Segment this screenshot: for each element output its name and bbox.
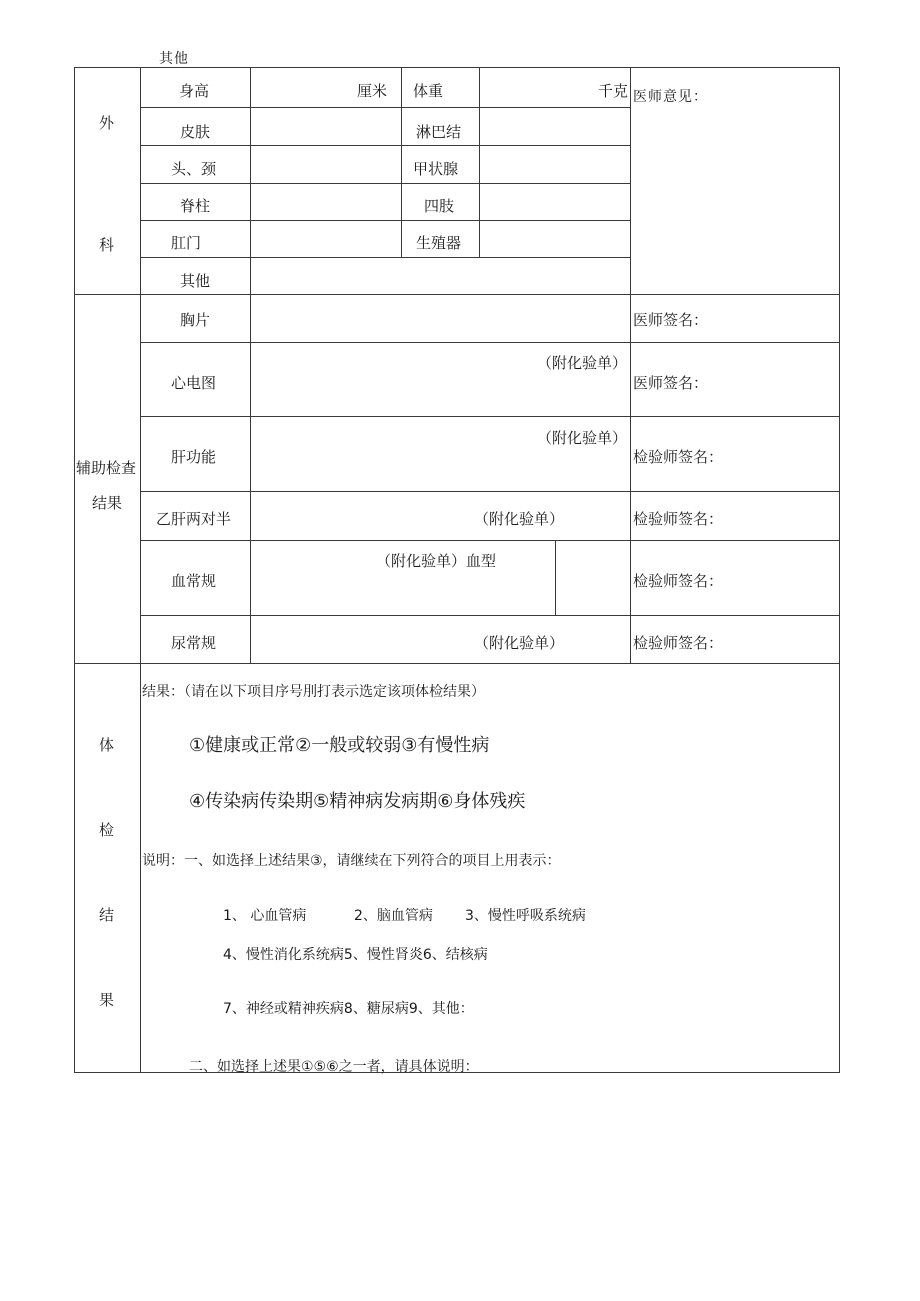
doctor-opinion-label: 医师意见： [633,89,708,105]
result-label-char-3: 结 [99,906,115,924]
weight-label: 体重 [413,82,444,100]
liver-note: （附化验单） [537,429,628,447]
top-note: 其他 [159,51,189,67]
ecg-sign: 医师签名： [633,374,709,392]
skin-label: 皮肤 [180,123,211,141]
surgery-label-bottom: 科 [99,236,115,254]
hepb-note: （附化验单） [474,510,565,528]
disease-row-3: 7、神经或精神疾病8、糖尿病9、其他： [223,1001,474,1017]
height-unit: 厘米 [357,82,388,100]
other-label: 其他 [180,272,211,290]
disease-item-3: 3、慢性呼吸系统病 [465,908,586,924]
disease-item-1: 1、 心血管病 [223,908,307,924]
lymph-label: 淋巴结 [416,123,462,141]
height-label: 身高 [179,82,210,100]
result-explain-1: 说明：一、如选择上述结果③，请继续在下列符合的项目上用表示： [142,853,561,869]
urine-label: 尿常规 [171,634,217,652]
blood-note: （附化验单）血型 [376,552,497,570]
result-label-char-4: 果 [99,991,115,1009]
liver-label: 肝功能 [171,448,217,466]
hepb-sign: 检验师签名： [633,510,724,528]
disease-item-2: 2、脑血管病 [354,908,433,924]
weight-unit: 千克 [598,82,629,100]
chest-xray-sign: 医师签名： [633,311,709,329]
ecg-label: 心电图 [171,374,217,392]
urine-sign: 检验师签名： [633,634,724,652]
result-options-line1: ①健康或正常②一般或较弱③有慢性病 [189,735,490,756]
result-explain-2: 二、如选择上述果①⑤⑥之一者，请具体说明： [189,1059,479,1075]
auxiliary-label-line2: 结果 [92,494,123,512]
limbs-label: 四肢 [424,197,455,215]
urine-note: （附化验单） [474,634,565,652]
auxiliary-label-line1: 辅助检查 [76,459,137,477]
result-intro: 结果：（请在以下项目序号刖打表示选定该项体检结果） [142,684,485,700]
result-label-char-2: 检 [99,821,115,839]
surgery-label-top: 外 [99,114,115,132]
result-label-char-1: 体 [99,736,115,754]
ecg-note: （附化验单） [537,354,628,372]
head-neck-label: 头、颈 [171,160,217,178]
disease-row-2: 4、慢性消化系统病5、慢性肾炎6、结核病 [223,947,488,963]
genitals-label: 生殖器 [416,234,462,252]
blood-label: 血常规 [171,572,217,590]
result-options-line2: ④传染病传染期⑤精神病发病期⑥身体残疾 [189,791,526,812]
anus-label: 肛门 [171,234,202,252]
spine-label: 脊柱 [180,197,211,215]
chest-xray-label: 胸片 [180,311,211,329]
liver-sign: 检验师签名： [633,448,724,466]
blood-sign: 检验师签名： [633,572,724,590]
hepb-label: 乙肝两对半 [156,510,232,528]
thyroid-label: 甲状腺 [413,160,459,178]
